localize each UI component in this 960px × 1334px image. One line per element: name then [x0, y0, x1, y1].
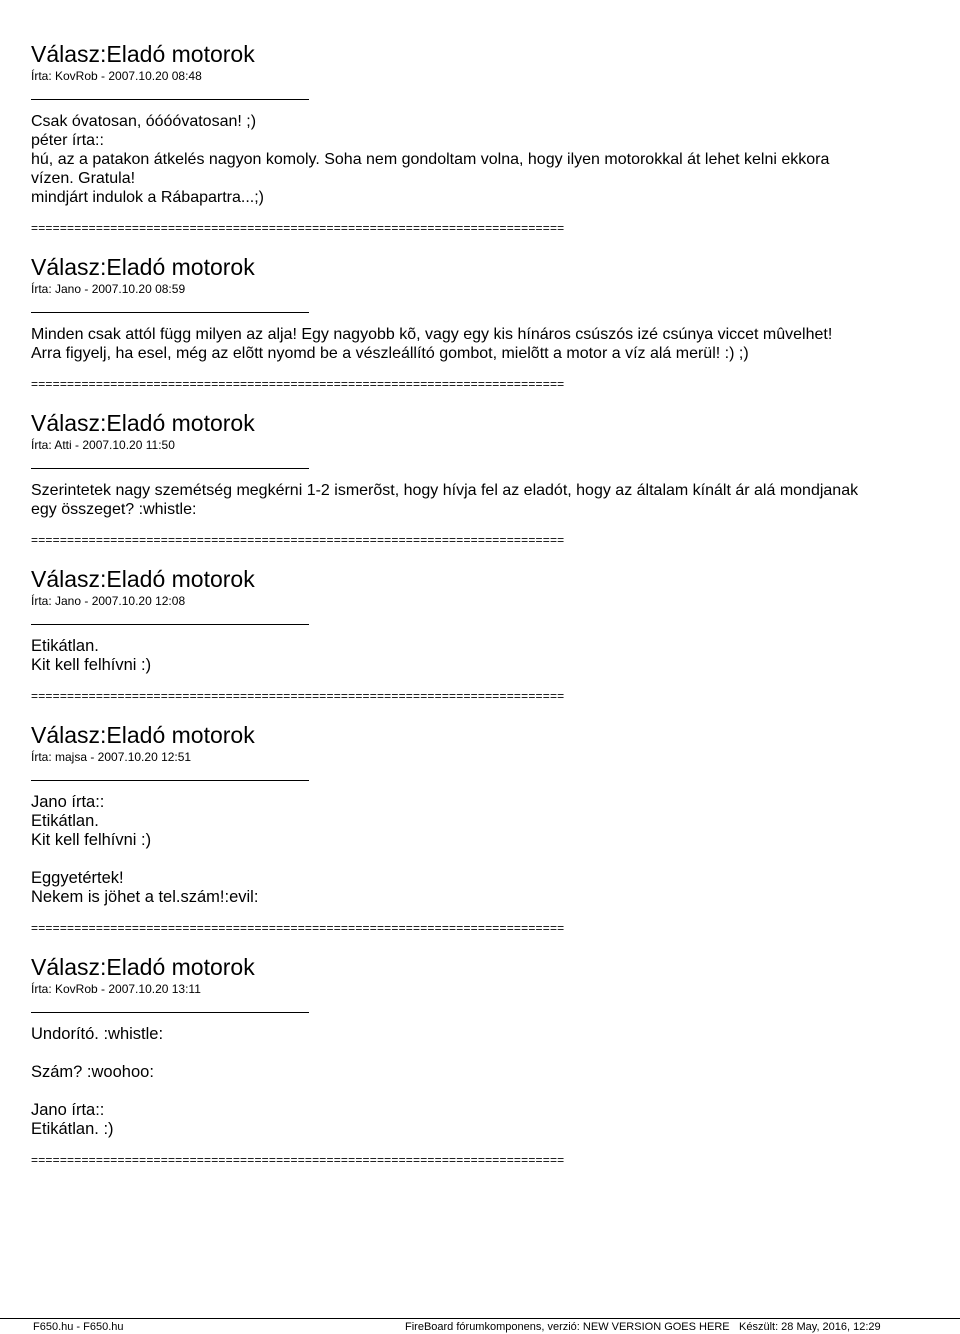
post-line: [31, 1044, 911, 1063]
post: [31, 40, 911, 235]
post-line: Szám? :woohoo:: [31, 1063, 154, 1081]
footer-component: FireBoard fórumkomponens, verzió: NEW VERSION GOES HERE: [405, 1321, 730, 1333]
post-line: Arra figyelj, ha esel, még az elõtt nyomd be a vészleállító gombot, mielõtt a motor a víz alá merül! :) ;): [31, 345, 749, 362]
post-line: péter írta::: [31, 132, 104, 149]
post-divider: [31, 312, 309, 313]
post-line: Minden csak attól függ milyen az alja! Egy nagyobb kõ, vagy egy kis hínáros csúszós izé csúnya viccet mûvelhet!: [31, 326, 833, 343]
footer-generated: Készült: 28 May, 2016, 12:29: [739, 1321, 881, 1333]
post-line: Jano írta::: [31, 793, 105, 811]
post: [31, 253, 911, 391]
post-title: Válasz:Eladó motorok: [31, 722, 255, 748]
post: [31, 409, 911, 547]
post-divider: [31, 1012, 309, 1013]
post-separator: ==========================================================================: [31, 221, 565, 235]
post-line: Etikátlan.: [31, 812, 99, 830]
post-meta: Írta: Jano - 2007.10.20 12:08: [31, 594, 186, 608]
page-footer: [0, 1318, 960, 1333]
post-meta: Írta: Jano - 2007.10.20 08:59: [31, 282, 186, 296]
post-divider: [31, 624, 309, 625]
post-line: Undorító. :whistle:: [31, 1025, 164, 1043]
post: [31, 953, 911, 1167]
post-line: Nekem is jöhet a tel.szám!:evil:: [31, 888, 259, 906]
post-line: Etikátlan.: [31, 637, 99, 655]
post-title: Válasz:Eladó motorok: [31, 41, 255, 67]
footer-site: F650.hu - F650.hu: [33, 1321, 124, 1333]
post-title: Válasz:Eladó motorok: [31, 410, 255, 436]
post-line: Etikátlan. :): [31, 1120, 114, 1138]
post-line: egy összeget? :whistle:: [31, 501, 197, 518]
post-separator: ==========================================================================: [31, 1153, 565, 1167]
post-line: [31, 850, 911, 869]
post-line: Kit kell felhívni :): [31, 656, 152, 674]
post-title: Válasz:Eladó motorok: [31, 566, 255, 592]
post-divider: [31, 468, 309, 469]
post-body: [31, 481, 911, 519]
post-line: mindjárt indulok a Rábapartra...;): [31, 189, 264, 206]
post-meta: Írta: majsa - 2007.10.20 12:51: [31, 750, 192, 764]
post-separator: ==========================================================================: [31, 377, 565, 391]
post-body: [31, 793, 911, 907]
post-line: [31, 1082, 911, 1101]
post-title: Válasz:Eladó motorok: [31, 954, 255, 980]
post-meta: Írta: KovRob - 2007.10.20 08:48: [31, 69, 202, 83]
post-divider: [31, 99, 309, 100]
post-separator: ==========================================================================: [31, 921, 565, 935]
post-line: vízen. Gratula!: [31, 170, 136, 187]
post-line: Szerintetek nagy szemétség megkérni 1-2 ismerõst, hogy hívja fel az eladót, hogy az általam kínált ár alá mondjanak: [31, 482, 859, 499]
post-list: [31, 40, 911, 1185]
post-line: Eggyetértek!: [31, 869, 124, 887]
post-separator: ==========================================================================: [31, 689, 565, 703]
post: [31, 565, 911, 703]
post-divider: [31, 780, 309, 781]
post-body: [31, 637, 911, 675]
post-line: hú, az a patakon átkelés nagyon komoly. Soha nem gondoltam volna, hogy ilyen motorokkal át lehet kelni ekkora: [31, 151, 830, 168]
post-line: Kit kell felhívni :): [31, 831, 152, 849]
post-body: [31, 112, 911, 207]
post-title: Válasz:Eladó motorok: [31, 254, 255, 280]
post-meta: Írta: KovRob - 2007.10.20 13:11: [31, 982, 201, 996]
post-body: [31, 1025, 911, 1139]
post-line: Jano írta::: [31, 1101, 105, 1119]
post-body: [31, 325, 911, 363]
post-meta: Írta: Atti - 2007.10.20 11:50: [31, 438, 175, 452]
post: [31, 721, 911, 935]
post-separator: ==========================================================================: [31, 533, 565, 547]
post-line: Csak óvatosan, óóóóvatosan! ;): [31, 113, 257, 130]
